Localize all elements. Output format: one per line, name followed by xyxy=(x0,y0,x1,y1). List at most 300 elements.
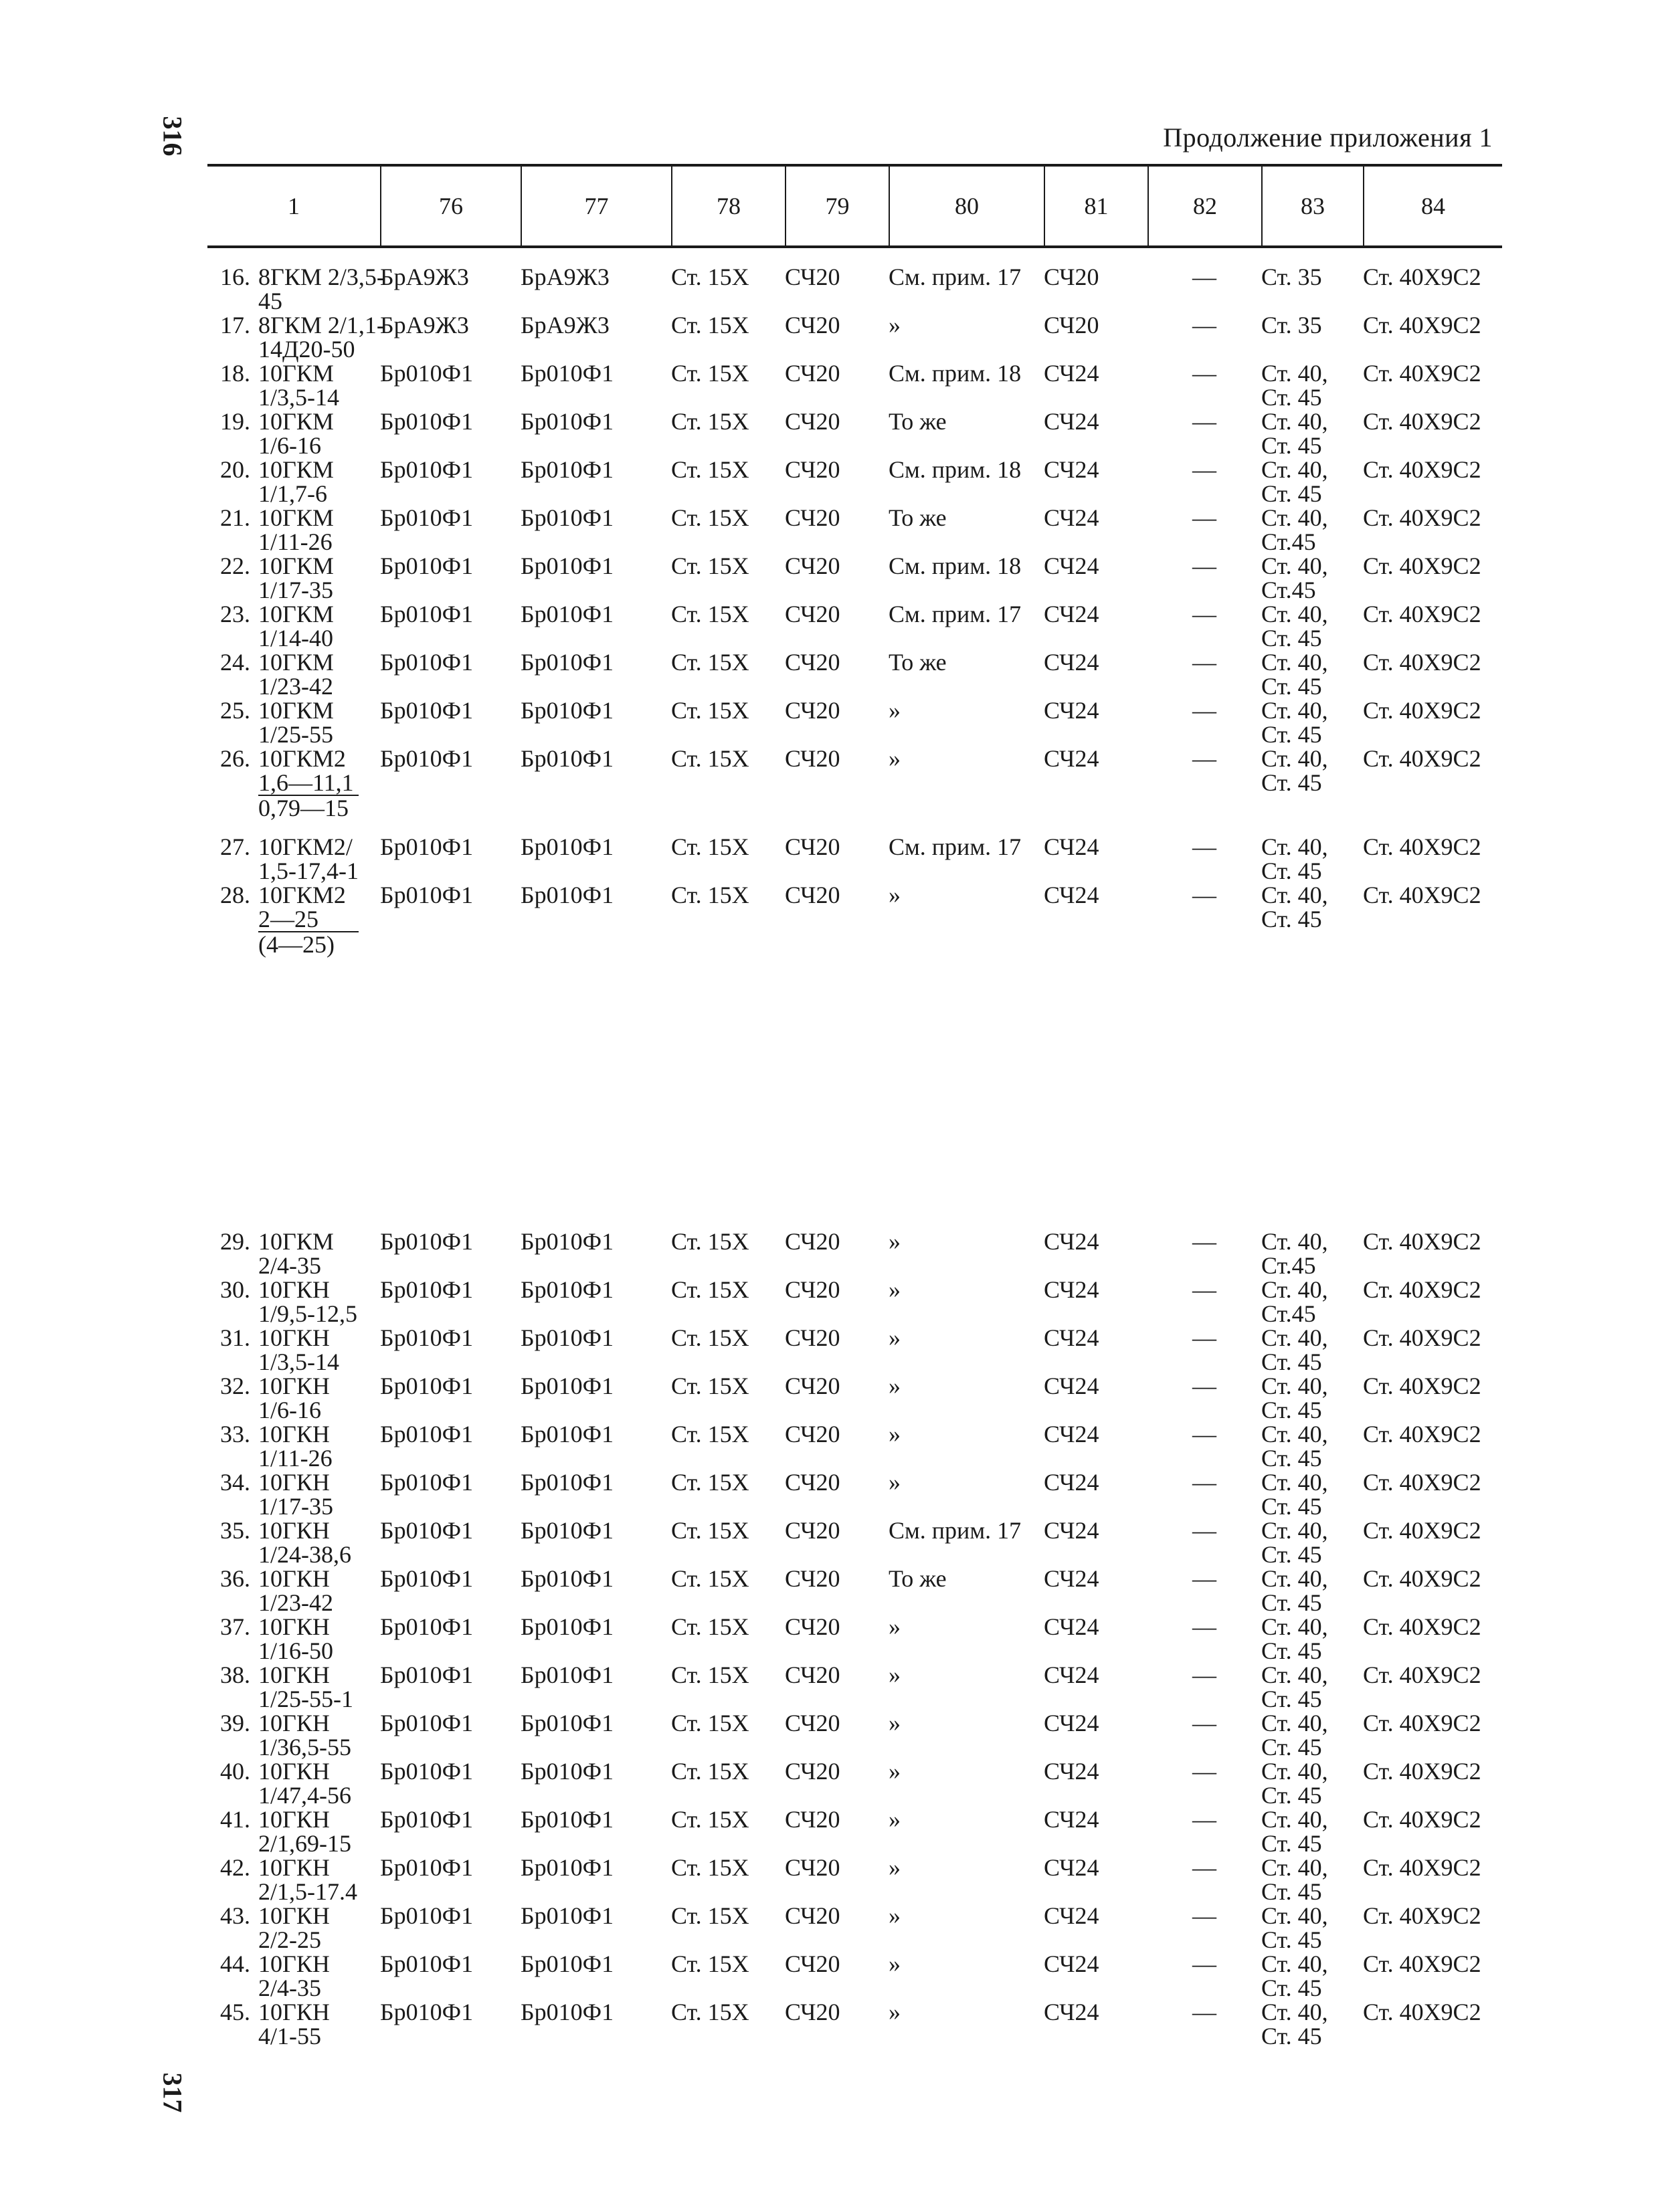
machine-model-name: 10ГКН xyxy=(258,1469,330,1496)
machine-model-range: 1/17-35 xyxy=(258,577,333,603)
material-cell-84: Ст. 40Х9С2 xyxy=(1363,1613,1481,1640)
material-cell-81: СЧ24 xyxy=(1044,1854,1099,1881)
material-cell-79: СЧ20 xyxy=(785,264,840,290)
machine-model-cell xyxy=(207,698,380,746)
material-cell-80: » xyxy=(889,745,901,772)
machine-model-cell xyxy=(207,1711,380,1759)
material-cell-76: Бр010Ф1 xyxy=(380,504,474,531)
material-cell-79: СЧ20 xyxy=(785,1999,840,2025)
material-cell-80: » xyxy=(889,1950,901,1977)
machine-model-name: 10ГКН xyxy=(258,1950,330,1977)
material-cell-79: СЧ20 xyxy=(785,312,840,338)
table-row xyxy=(207,1326,1502,1374)
machine-model-cell xyxy=(207,1663,380,1711)
material-cell-80: » xyxy=(889,1421,901,1447)
machine-model-name: 10ГКН xyxy=(258,1758,330,1785)
header-cell: 83 xyxy=(1261,167,1363,245)
row-number: 36. xyxy=(220,1565,250,1592)
steel-grade-line: Ст. 45 xyxy=(1261,432,1322,459)
material-cell-82: — xyxy=(1192,504,1216,531)
machine-model-cell xyxy=(207,1904,380,1952)
steel-grade-line: Ст. 45 xyxy=(1261,1493,1322,1520)
machine-model-name: 10ГКМ2 xyxy=(258,882,346,908)
steel-grade-line: Ст. 40, xyxy=(1261,649,1328,676)
page-number-bottom: 317 xyxy=(157,2072,188,2113)
material-cell-84: Ст. 40Х9С2 xyxy=(1363,601,1481,627)
table-row xyxy=(207,746,1502,835)
material-cell-83 xyxy=(1261,554,1363,602)
material-cell-76: Бр010Ф1 xyxy=(380,360,474,387)
machine-model-name: 10ГКН xyxy=(258,1613,330,1640)
steel-grade-line: Ст. 45 xyxy=(1261,1541,1322,1568)
table-row xyxy=(207,1759,1502,1807)
material-cell-84: Ст. 40Х9С2 xyxy=(1363,1276,1481,1303)
material-cell-79: СЧ20 xyxy=(785,1854,840,1881)
machine-model-range: 2/4-35 xyxy=(258,1975,321,2001)
material-cell-79: СЧ20 xyxy=(785,833,840,860)
steel-grade-line: Ст. 40, xyxy=(1261,408,1328,435)
machine-model-name: 10ГКН xyxy=(258,1902,330,1929)
material-cell-82: — xyxy=(1192,1324,1216,1351)
table-row xyxy=(207,361,1502,409)
material-cell-84: Ст. 40Х9С2 xyxy=(1363,312,1481,338)
steel-grade-line: Ст.45 xyxy=(1261,577,1316,603)
steel-grade-line: Ст. 40, xyxy=(1261,504,1328,531)
steel-grade-line: Ст. 45 xyxy=(1261,384,1322,411)
material-cell-76: Бр010Ф1 xyxy=(380,1469,474,1496)
table-row xyxy=(207,1470,1502,1518)
steel-grade-line: Ст. 40, xyxy=(1261,1902,1328,1929)
material-cell-78: Ст. 15Х xyxy=(671,601,749,627)
table-body-bottom xyxy=(207,1229,1502,2048)
material-cell-80: См. прим. 18 xyxy=(889,360,1022,387)
material-cell-83 xyxy=(1261,602,1363,650)
material-cell-79: СЧ20 xyxy=(785,360,840,387)
machine-model-name: 10ГКМ xyxy=(258,360,334,387)
material-cell-78: Ст. 15Х xyxy=(671,264,749,290)
machine-model-range: 1/16-50 xyxy=(258,1637,333,1664)
material-cell-76: Бр010Ф1 xyxy=(380,1613,474,1640)
material-cell-80: » xyxy=(889,1662,901,1688)
machine-model-cell xyxy=(207,1374,380,1422)
material-cell-81: СЧ24 xyxy=(1044,504,1099,531)
table-row xyxy=(207,554,1502,602)
steel-grade-line: Ст. 45 xyxy=(1261,1926,1322,1953)
machine-model-line xyxy=(207,1567,380,1591)
material-cell-78: Ст. 15Х xyxy=(671,552,749,579)
material-cell-81: СЧ24 xyxy=(1044,882,1099,908)
material-cell-76: Бр010Ф1 xyxy=(380,552,474,579)
machine-model-cell xyxy=(207,361,380,409)
machine-model-line xyxy=(207,1374,380,1398)
machine-model-line xyxy=(207,1855,380,1880)
material-cell-80: См. прим. 17 xyxy=(889,833,1022,860)
material-cell-76: Бр010Ф1 xyxy=(380,882,474,908)
material-cell-84: Ст. 40Х9С2 xyxy=(1363,1517,1481,1544)
material-cell-79: СЧ20 xyxy=(785,1950,840,1977)
machine-model-name: 10ГКН xyxy=(258,1421,330,1447)
machine-model-cell xyxy=(207,1855,380,1904)
material-cell-77: Бр010Ф1 xyxy=(521,1854,614,1881)
machine-model-name: 10ГКН xyxy=(258,1373,330,1399)
machine-model-cell xyxy=(207,1422,380,1470)
machine-model-line xyxy=(207,361,380,385)
material-cell-84: Ст. 40Х9С2 xyxy=(1363,649,1481,676)
machine-model-range: 1/14-40 xyxy=(258,625,333,651)
material-cell-84: Ст. 40Х9С2 xyxy=(1363,1373,1481,1399)
material-cell-83 xyxy=(1261,746,1363,835)
table-row xyxy=(207,409,1502,458)
machine-model-name: 10ГКН xyxy=(258,1999,330,2025)
row-number: 30. xyxy=(220,1276,250,1303)
material-cell-82: — xyxy=(1192,1421,1216,1447)
header-cell: 79 xyxy=(785,167,889,245)
material-cell-81: СЧ24 xyxy=(1044,601,1099,627)
machine-model-name: 10ГКМ xyxy=(258,552,334,579)
row-number: 38. xyxy=(220,1662,250,1688)
machine-model-line xyxy=(207,1759,380,1783)
material-cell-83 xyxy=(1261,1807,1363,1855)
table-row xyxy=(207,1278,1502,1326)
machine-model-name: 10ГКМ xyxy=(258,601,334,627)
row-number: 18. xyxy=(220,360,250,387)
material-cell-76: Бр010Ф1 xyxy=(380,1902,474,1929)
row-number: 23. xyxy=(220,601,250,627)
material-cell-79: СЧ20 xyxy=(785,1758,840,1785)
material-cell-81: СЧ24 xyxy=(1044,1662,1099,1688)
material-cell-83 xyxy=(1261,650,1363,698)
material-cell-84: Ст. 40Х9С2 xyxy=(1363,1999,1481,2025)
row-number: 17. xyxy=(220,312,250,338)
steel-grade-line: Ст. 40, xyxy=(1261,456,1328,483)
material-cell-79: СЧ20 xyxy=(785,601,840,627)
material-cell-77: Бр010Ф1 xyxy=(521,504,614,531)
material-cell-77: Бр010Ф1 xyxy=(521,1373,614,1399)
material-cell-79: СЧ20 xyxy=(785,745,840,772)
material-cell-76: Бр010Ф1 xyxy=(380,1373,474,1399)
material-cell-84: Ст. 40Х9С2 xyxy=(1363,1950,1481,1977)
material-cell-79: СЧ20 xyxy=(785,1421,840,1447)
machine-model-cell xyxy=(207,2000,380,2048)
material-cell-83 xyxy=(1261,1326,1363,1374)
machine-model-range: 1/11-26 xyxy=(258,528,333,555)
machine-model-name: 8ГКМ 2/3,5- xyxy=(258,264,385,290)
material-cell-82: — xyxy=(1192,1806,1216,1833)
machine-model-range: 1/47,4-56 xyxy=(258,1782,351,1809)
steel-grade-line: Ст. 45 xyxy=(1261,625,1322,651)
material-cell-80: См. прим. 18 xyxy=(889,552,1022,579)
material-cell-79: СЧ20 xyxy=(785,1228,840,1255)
material-cell-83 xyxy=(1261,835,1363,883)
steel-grade-line: Ст. 45 xyxy=(1261,769,1322,796)
material-cell-76: Бр010Ф1 xyxy=(380,1710,474,1736)
steel-grade-line: Ст. 40, xyxy=(1261,882,1328,908)
material-cell-80: См. прим. 17 xyxy=(889,1517,1022,1544)
material-cell-82: — xyxy=(1192,1469,1216,1496)
material-cell-76: Бр010Ф1 xyxy=(380,408,474,435)
machine-model-range: 1/25-55 xyxy=(258,721,333,748)
material-cell-82: — xyxy=(1192,601,1216,627)
row-number: 39. xyxy=(220,1710,250,1736)
model-fraction-numerator: 2—25 xyxy=(258,907,359,932)
material-cell-76: Бр010Ф1 xyxy=(380,1662,474,1688)
machine-model-line xyxy=(207,1711,380,1735)
header-cell: 84 xyxy=(1363,167,1502,245)
machine-model-cell xyxy=(207,602,380,650)
steel-grade-line: Ст. 45 xyxy=(1261,1734,1322,1761)
material-cell-82: — xyxy=(1192,456,1216,483)
machine-model-line xyxy=(207,1229,380,1253)
material-cell-79: СЧ20 xyxy=(785,649,840,676)
material-cell-84: Ст. 40Х9С2 xyxy=(1363,264,1481,290)
material-cell-84: Ст. 40Х9С2 xyxy=(1363,745,1481,772)
material-cell-82: — xyxy=(1192,1902,1216,1929)
material-cell-82: — xyxy=(1192,697,1216,724)
material-cell-81: СЧ24 xyxy=(1044,833,1099,860)
material-cell-81: СЧ24 xyxy=(1044,649,1099,676)
material-cell-77: Бр010Ф1 xyxy=(521,360,614,387)
material-cell-77: Бр010Ф1 xyxy=(521,1228,614,1255)
row-number: 37. xyxy=(220,1613,250,1640)
machine-model-line xyxy=(207,2000,380,2024)
material-cell-77: Бр010Ф1 xyxy=(521,1517,614,1544)
material-cell-81: СЧ24 xyxy=(1044,1517,1099,1544)
machine-model-range: 1/11-26 xyxy=(258,1445,333,1472)
material-cell-81: СЧ24 xyxy=(1044,1565,1099,1592)
material-cell-79: СЧ20 xyxy=(785,456,840,483)
material-cell-78: Ст. 15Х xyxy=(671,1565,749,1592)
material-cell-79: СЧ20 xyxy=(785,1324,840,1351)
material-cell-80: То же xyxy=(889,1565,947,1592)
material-cell-78: Ст. 15Х xyxy=(671,1758,749,1785)
steel-grade-line: Ст. 40, xyxy=(1261,1710,1328,1736)
material-cell-76: Бр010Ф1 xyxy=(380,456,474,483)
machine-model-line xyxy=(207,650,380,674)
machine-model-range: 1/6-16 xyxy=(258,432,321,459)
material-cell-79: СЧ20 xyxy=(785,552,840,579)
material-cell-76: Бр010Ф1 xyxy=(380,1324,474,1351)
steel-grade-line: Ст. 40, xyxy=(1261,1613,1328,1640)
material-cell-77: БрА9Ж3 xyxy=(521,312,610,338)
steel-grade-line: Ст. 45 xyxy=(1261,1878,1322,1905)
material-cell-81: СЧ24 xyxy=(1044,360,1099,387)
material-cell-76: Бр010Ф1 xyxy=(380,1517,474,1544)
material-cell-82: — xyxy=(1192,833,1216,860)
material-cell-82: — xyxy=(1192,1662,1216,1688)
material-cell-82: — xyxy=(1192,1276,1216,1303)
machine-model-name: 10ГКМ xyxy=(258,697,334,724)
material-cell-76: Бр010Ф1 xyxy=(380,1421,474,1447)
row-number: 25. xyxy=(220,697,250,724)
machine-model-range: 1/17-35 xyxy=(258,1493,333,1520)
material-cell-83 xyxy=(1261,1422,1363,1470)
material-cell-82: — xyxy=(1192,1517,1216,1544)
material-cell-78: Ст. 15Х xyxy=(671,408,749,435)
material-cell-80: » xyxy=(889,1324,901,1351)
steel-grade-line: Ст. 40, xyxy=(1261,1854,1328,1881)
machine-model-line xyxy=(207,554,380,578)
machine-model-range: 1/24-38,6 xyxy=(258,1541,351,1568)
material-cell-82: — xyxy=(1192,312,1216,338)
material-cell-82: — xyxy=(1192,360,1216,387)
material-cell-77: Бр010Ф1 xyxy=(521,1469,614,1496)
material-cell-77: Бр010Ф1 xyxy=(521,1421,614,1447)
machine-model-line xyxy=(207,1326,380,1350)
material-cell-81: СЧ24 xyxy=(1044,745,1099,772)
material-cell-84: Ст. 40Х9С2 xyxy=(1363,1565,1481,1592)
machine-model-name: 10ГКМ xyxy=(258,1228,334,1255)
row-number: 24. xyxy=(220,649,250,676)
machine-model-cell xyxy=(207,264,385,314)
machine-model-cell xyxy=(207,458,380,506)
steel-grade-line: Ст. 40, xyxy=(1261,360,1328,387)
material-cell-80: » xyxy=(889,1276,901,1303)
material-cell-79: СЧ20 xyxy=(785,1469,840,1496)
material-cell-81: СЧ24 xyxy=(1044,1758,1099,1785)
material-cell-80: См. прим. 17 xyxy=(889,264,1022,290)
table-row xyxy=(207,835,1502,883)
material-cell-83 xyxy=(1261,265,1363,313)
material-cell-77: Бр010Ф1 xyxy=(521,408,614,435)
machine-model-cell xyxy=(207,650,380,698)
material-cell-80: » xyxy=(889,1854,901,1881)
machine-model-name: 10ГКМ2 xyxy=(258,745,346,772)
material-cell-80: » xyxy=(889,1902,901,1929)
machine-model-name: 10ГКМ xyxy=(258,649,334,676)
material-cell-79: СЧ20 xyxy=(785,1662,840,1688)
steel-grade-line: Ст. 40, xyxy=(1261,1517,1328,1544)
material-cell-84: Ст. 40Х9С2 xyxy=(1363,552,1481,579)
table-row xyxy=(207,1952,1502,2000)
machine-model-cell xyxy=(207,1807,380,1855)
material-cell-83 xyxy=(1261,1855,1363,1904)
steel-grade-line: Ст. 40, xyxy=(1261,552,1328,579)
material-cell-84: Ст. 40Х9С2 xyxy=(1363,1902,1481,1929)
machine-model-line xyxy=(207,1615,380,1639)
material-cell-79: СЧ20 xyxy=(785,1710,840,1736)
material-cell-77: Бр010Ф1 xyxy=(521,1324,614,1351)
row-number: 32. xyxy=(220,1373,250,1399)
material-cell-84: Ст. 40Х9С2 xyxy=(1363,504,1481,531)
material-cell-82: — xyxy=(1192,1999,1216,2025)
material-cell-81: СЧ20 xyxy=(1044,264,1099,290)
material-cell-83 xyxy=(1261,1567,1363,1615)
machine-model-range: 4/1-55 xyxy=(258,2023,321,2049)
steel-grade-line: Ст. 40, xyxy=(1261,1373,1328,1399)
machine-model-line xyxy=(207,1278,380,1302)
material-cell-81: СЧ24 xyxy=(1044,1324,1099,1351)
machine-model-range: 2/1,69-15 xyxy=(258,1830,351,1857)
material-cell-81: СЧ24 xyxy=(1044,1902,1099,1929)
material-cell-82: — xyxy=(1192,1613,1216,1640)
model-fraction-denominator: 0,79—15 xyxy=(258,795,349,821)
material-cell-77: Бр010Ф1 xyxy=(521,552,614,579)
table-row xyxy=(207,1518,1502,1567)
material-cell-77: Бр010Ф1 xyxy=(521,1902,614,1929)
material-cell-79: СЧ20 xyxy=(785,504,840,531)
material-cell-77: Бр010Ф1 xyxy=(521,1999,614,2025)
steel-grade-line: Ст. 45 xyxy=(1261,1445,1322,1472)
material-cell-82: — xyxy=(1192,408,1216,435)
machine-model-name: 10ГКМ xyxy=(258,504,334,531)
table-row xyxy=(207,1229,1502,1278)
material-cell-78: Ст. 15Х xyxy=(671,1373,749,1399)
material-cell-76: Бр010Ф1 xyxy=(380,745,474,772)
material-cell-83 xyxy=(1261,2000,1363,2048)
material-cell-78: Ст. 15Х xyxy=(671,1324,749,1351)
machine-model-cell xyxy=(207,1278,380,1326)
material-cell-77: Бр010Ф1 xyxy=(521,882,614,908)
steel-grade-line: Ст. 45 xyxy=(1261,2023,1322,2049)
steel-grade-line: Ст.45 xyxy=(1261,1252,1316,1279)
material-cell-78: Ст. 15Х xyxy=(671,1517,749,1544)
material-cell-78: Ст. 15Х xyxy=(671,1806,749,1833)
machine-model-cell xyxy=(207,506,380,554)
machine-model-range: 1/3,5-14 xyxy=(258,384,339,411)
table-row xyxy=(207,1711,1502,1759)
material-cell-84: Ст. 40Х9С2 xyxy=(1363,408,1481,435)
material-cell-81: СЧ24 xyxy=(1044,1999,1099,2025)
table-row xyxy=(207,1904,1502,1952)
material-cell-80: » xyxy=(889,1469,901,1496)
machine-model-cell xyxy=(207,1567,380,1615)
material-cell-79: СЧ20 xyxy=(785,697,840,724)
material-cell-82: — xyxy=(1192,1854,1216,1881)
material-cell-84: Ст. 40Х9С2 xyxy=(1363,833,1481,860)
row-number: 34. xyxy=(220,1469,250,1496)
table-row xyxy=(207,602,1502,650)
row-number: 22. xyxy=(220,552,250,579)
steel-grade-line: Ст. 40, xyxy=(1261,1806,1328,1833)
material-cell-78: Ст. 15Х xyxy=(671,1613,749,1640)
material-cell-83 xyxy=(1261,883,1363,971)
material-cell-76: Бр010Ф1 xyxy=(380,1228,474,1255)
material-cell-80: » xyxy=(889,697,901,724)
material-cell-84: Ст. 40Х9С2 xyxy=(1363,1228,1481,1255)
material-cell-78: Ст. 15Х xyxy=(671,1421,749,1447)
row-number: 35. xyxy=(220,1517,250,1544)
material-cell-81: СЧ24 xyxy=(1044,1613,1099,1640)
machine-model-cell xyxy=(207,1759,380,1807)
row-number: 29. xyxy=(220,1228,250,1255)
material-cell-83 xyxy=(1261,361,1363,409)
material-cell-80: » xyxy=(889,1228,901,1255)
material-cell-81: СЧ24 xyxy=(1044,1806,1099,1833)
steel-grade-line: Ст. 40, xyxy=(1261,1276,1328,1303)
material-cell-76: Бр010Ф1 xyxy=(380,649,474,676)
header-cell: 1 xyxy=(288,193,300,219)
machine-model-line xyxy=(207,458,380,482)
row-number: 41. xyxy=(220,1806,250,1833)
steel-grade-line: Ст. 40, xyxy=(1261,1228,1328,1255)
material-cell-80: То же xyxy=(889,408,947,435)
machine-model-range: 2/4-35 xyxy=(258,1252,321,1279)
material-cell-77: Бр010Ф1 xyxy=(521,456,614,483)
machine-model-line xyxy=(207,698,380,722)
steel-grade-line: Ст. 45 xyxy=(1261,906,1322,932)
steel-grade-line: Ст. 40, xyxy=(1261,697,1328,724)
row-number: 16. xyxy=(220,264,250,290)
row-number: 45. xyxy=(220,1999,250,2025)
machine-model-name: 10ГКМ xyxy=(258,456,334,483)
machine-model-name: 10ГКН xyxy=(258,1710,330,1736)
steel-grade-line: Ст. 35 xyxy=(1261,264,1322,290)
machine-model-cell xyxy=(207,835,380,883)
material-cell-81: СЧ24 xyxy=(1044,1373,1099,1399)
material-cell-79: СЧ20 xyxy=(785,1276,840,1303)
table-row xyxy=(207,1422,1502,1470)
material-cell-80: » xyxy=(889,1758,901,1785)
